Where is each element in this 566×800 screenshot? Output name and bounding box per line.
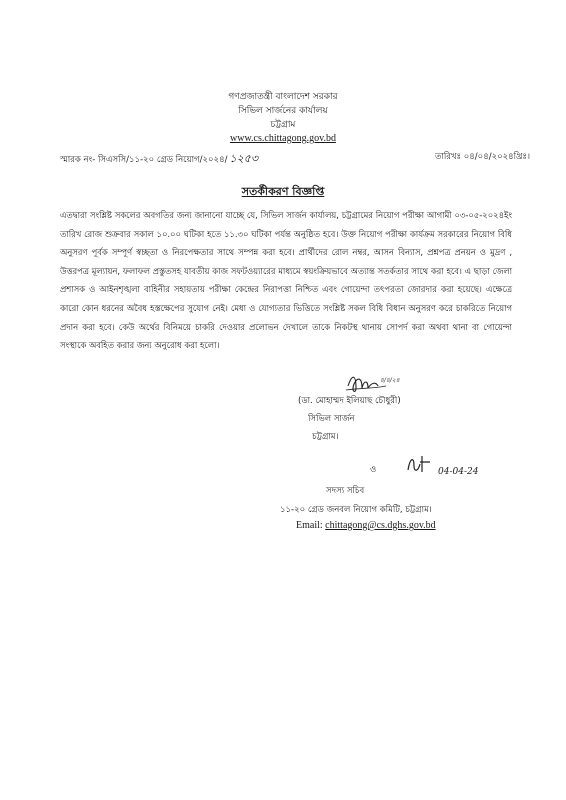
email-address[interactable]: chittagong@cs.dghs.gov.bd xyxy=(325,520,436,531)
office-location: চট্টগ্রাম xyxy=(270,120,296,130)
signatory-designation: সিভিল সার্জন xyxy=(308,414,355,424)
email-label: Email: xyxy=(296,520,323,531)
handwritten-initials xyxy=(400,452,500,478)
government-name: গণপ্রজাতন্ত্রী বাংলাদেশ সরকার xyxy=(228,92,338,102)
handwritten-date: 04-04-24 xyxy=(438,467,479,477)
memo-number xyxy=(60,150,258,169)
conjunction-and: ও xyxy=(370,465,377,475)
letterhead xyxy=(0,90,566,146)
signatory-role: সদস্য সচিব xyxy=(326,486,365,496)
notice-title xyxy=(0,183,566,202)
email-line xyxy=(296,520,436,531)
issue-date: তারিখঃ ০৪/০৪/২০২৪খ্রিঃ। xyxy=(435,152,530,162)
memo-prefix: স্মারক নং- সিএসসি/১১-২০ গ্রেড নিয়োগ/২০২৪/ xyxy=(60,155,228,165)
signatory-location: চট্টগ্রাম। xyxy=(312,432,339,442)
handwritten-memo-number: ১২৫৩ xyxy=(229,152,259,165)
signature-date: ৪/৪/২৪ xyxy=(380,377,400,384)
notice-body: এতদ্বারা সংশ্লিষ্ট সকলের অবগতির জন্য জানানো যাচ্ছে যে, সিভিল সার্জন কার্যালয়, চট্টগ্রামের নিয়োগ পরীক্ষা আগামী ০৩-০৫-২০২৪ইং তারিখ রোজ শুক্রবার সকাল ১০.০০ ঘটিকা হতে ১১.৩০ ঘটিকা পর্যন্ত অনুষ্ঠিত হবে। উক্ত নিয়োগ পরীক্ষা কার্যক্রম সরকারের নিয়োগ বিধি অনুসরণ পূর্বক সম্পূর্ণ স্বচ্ছতা ও নিরপেক্ষতার সাথে সম্পন্ন করা হবে। প্রার্থীদের রোল নম্বর, আসন বিন্যাস, প্রশ্নপত্র প্রনয়ন ও মুদ্রণ , উত্তরপত্র মূল্যায়ন, ফলাফল প্রস্তুতসহ যাবতীয় কাজ সফটওয়্যারের মাধ্যমে স্বয়ংক্রিয়ভাবে অত্যান্ত সতর্কতার সাথে করা হবে। এ ছাড়া জেলা প্রশাসক ও আইনশৃঙ্খলা বাহিনীর সহায়তায় পরীক্ষা কেন্দ্রের নিরাপত্তা নিশ্চিত এবং গোয়েন্দা তৎপরতা জোরদার করা হয়েছে। এক্ষেত্রে কারো কোন ধরনের অবৈধ হস্তক্ষেপের সুযোগ নেই। মেধা ও যোগ্যতার ভিত্তিতে সংশ্লিষ্ট সকল বিধি বিধান অনুসরণ করে চাকরিতে নিয়োগ প্রদান করা হবে। কেউ অর্থের বিনিময়ে চাকরি দেওয়ার প্রলোভন দেখালে তাকে নিকটস্থ থানায় সোপর্দ করা অথবা থানা বা গোয়েন্দা সংস্থাকে অবহিত করার জন্য অনুরোধ করা হলো। xyxy=(60,210,512,351)
notice-title-text: সতর্কীকরণ বিজ্ঞপ্তি xyxy=(241,185,325,198)
signatory-name: (ডা. মোহাম্মদ ইলিয়াছ চৌধুরী) xyxy=(298,396,401,406)
website-link[interactable]: www.cs.chittagong.gov.bd xyxy=(230,133,336,144)
office-name: সিভিল সার্জনের কার্যালয় xyxy=(238,106,328,116)
committee-name: ১১-২০ গ্রেড জনবল নিয়োগ কমিটি, চট্টগ্রাম। xyxy=(280,505,432,515)
